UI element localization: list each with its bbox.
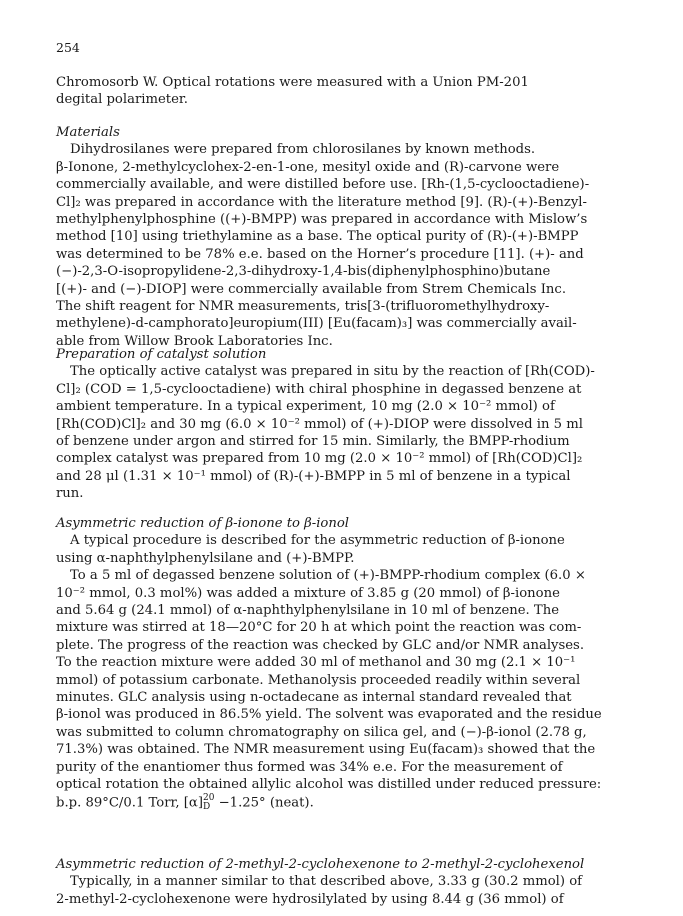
section-heading: Materials (56, 125, 120, 140)
section-heading: Preparation of catalyst solution (56, 347, 267, 362)
cyclohexenone-section (56, 856, 636, 908)
text-line: ambient temperature. In a typical experiment, 10 mg (2.0 × 10⁻² mmol) of (56, 399, 555, 415)
text-line: 71.3%) was obtained. The NMR measurement using Eu(facam)₃ showed that the (56, 742, 596, 758)
text-line: was determined to be 78% e.e. based on the Horner’s procedure [11]. (+)- and (56, 246, 584, 262)
text-line: (−)-2,3-O-isopropylidene-2,3-dihydroxy-1,4-bis(diphenylphosphino)butane (56, 264, 551, 280)
text-line: degital polarimeter. (56, 92, 188, 108)
rotation-indices (203, 794, 214, 812)
text-line: optical rotation the obtained allylic alcohol was distilled under reduced pressure: (56, 777, 602, 793)
text-line: β-Ionone, 2-methylcyclohex-2-en-1-one, mesityl oxide and (R)-carvone were (56, 159, 560, 175)
text-line: was submitted to column chromatography on silica gel, and (−)-β-ionol (2.78 g, (56, 724, 587, 740)
text-line: mmol) of potassium carbonate. Methanolysis proceeded readily within several (56, 672, 581, 688)
bp-value: −1.25° (neat). (214, 795, 314, 810)
materials-section (56, 124, 636, 350)
text-line: Typically, in a manner similar to that described above, 3.33 g (30.2 mmol) of (70, 874, 583, 890)
text-line: [Rh(COD)Cl]₂ and 30 mg (6.0 × 10⁻² mmol) of (+)-DIOP were dissolved in 5 ml (56, 416, 583, 432)
text-line: purity of the enantiomer thus formed was 34% e.e. For the measurement of (56, 759, 563, 775)
text-line: using α-naphthylphenylsilane and (+)-BMPP. (56, 550, 355, 566)
text-line: Dihydrosilanes were prepared from chlorosilanes by known methods. (70, 142, 536, 158)
text-line: plete. The progress of the reaction was checked by GLC and/or NMR analyses. (56, 637, 585, 653)
text-line: The shift reagent for NMR measurements, tris[3-(trifluoromethylhydroxy- (56, 299, 550, 315)
ionone-section (56, 515, 636, 812)
page-number: 254 (56, 40, 80, 55)
rotation-wavelength: D (202, 801, 211, 812)
intro-paragraph (56, 74, 636, 109)
text-line: 10⁻² mmol, 0.3 mol%) was added a mixture of 3.85 g (20 mmol) of β-ionone (56, 585, 560, 601)
text-line: complex catalyst was prepared from 10 mg (2.0 × 10⁻² mmol) of [Rh(COD)Cl]₂ (56, 451, 583, 467)
text-line: commercially available, and were distilled before use. [Rh-(1,5-cyclooctadiene)- (56, 177, 590, 193)
section-heading: Asymmetric reduction of β-ionone to β-ionol (56, 516, 350, 531)
section-heading: Asymmetric reduction of 2-methyl-2-cyclohexenone to 2-methyl-2-cyclohexenol (56, 857, 585, 872)
text-line: To a 5 ml of degassed benzene solution of (+)-BMPP-rhodium complex (6.0 × (70, 568, 586, 584)
text-line: minutes. GLC analysis using n-octadecane as internal standard revealed that (56, 690, 572, 706)
text-line: [(+)- and (−)-DIOP] were commercially available from Strem Chemicals Inc. (56, 281, 567, 297)
text-line: and 5.64 g (24.1 mmol) of α-naphthylphenylsilane in 10 ml of benzene. The (56, 603, 560, 619)
text-line: Cl]₂ was prepared in accordance with the literature method [9]. (R)-(+)-Benzyl- (56, 194, 587, 210)
text-line: mixture was stirred at 18—20°C for 20 h at which point the reaction was com- (56, 620, 582, 636)
text-line: methylphenylphosphine ((+)-BMPP) was prepared in accordance with Mislow’s (56, 212, 588, 228)
text-line: of benzene under argon and stirred for 15 min. Similarly, the BMPP-rhodium (56, 434, 570, 450)
text-line: and 28 μl (1.31 × 10⁻¹ mmol) of (R)-(+)-BMPP in 5 ml of benzene in a typical (56, 468, 571, 484)
text-line: A typical procedure is described for the asymmetric reduction of β-ionone (70, 533, 565, 549)
text-line: Chromosorb W. Optical rotations were measured with a Union PM-201 (56, 75, 529, 90)
text-line: β-ionol was produced in 86.5% yield. The solvent was evaporated and the residue (56, 707, 602, 723)
text-line: methylene)-d-camphorato]europium(III) [Eu(facam)₃] was commercially avail- (56, 316, 577, 332)
bp-text: b.p. 89°C/0.1 Torr, [α] (56, 795, 203, 810)
text-line: able from Willow Brook Laboratories Inc. (56, 333, 333, 349)
text-line: run. (56, 486, 84, 502)
text-line: method [10] using triethylamine as a base. The optical purity of (R)-(+)-BMPP (56, 229, 579, 245)
boiling-point-line (56, 794, 636, 812)
text-line: 2-methyl-2-cyclohexenone were hydrosilylated by using 8.44 g (36 mmol) of (56, 891, 564, 907)
text-line: Cl]₂ (COD = 1,5-cyclooctadiene) with chiral phosphine in degassed benzene at (56, 381, 582, 397)
rotation-temperature: 20 (202, 792, 215, 803)
text-line: The optically active catalyst was prepared in situ by the reaction of [Rh(COD)- (70, 364, 595, 380)
catalyst-section (56, 346, 636, 503)
text-line: To the reaction mixture were added 30 ml of methanol and 30 mg (2.1 × 10⁻¹ (56, 655, 576, 671)
